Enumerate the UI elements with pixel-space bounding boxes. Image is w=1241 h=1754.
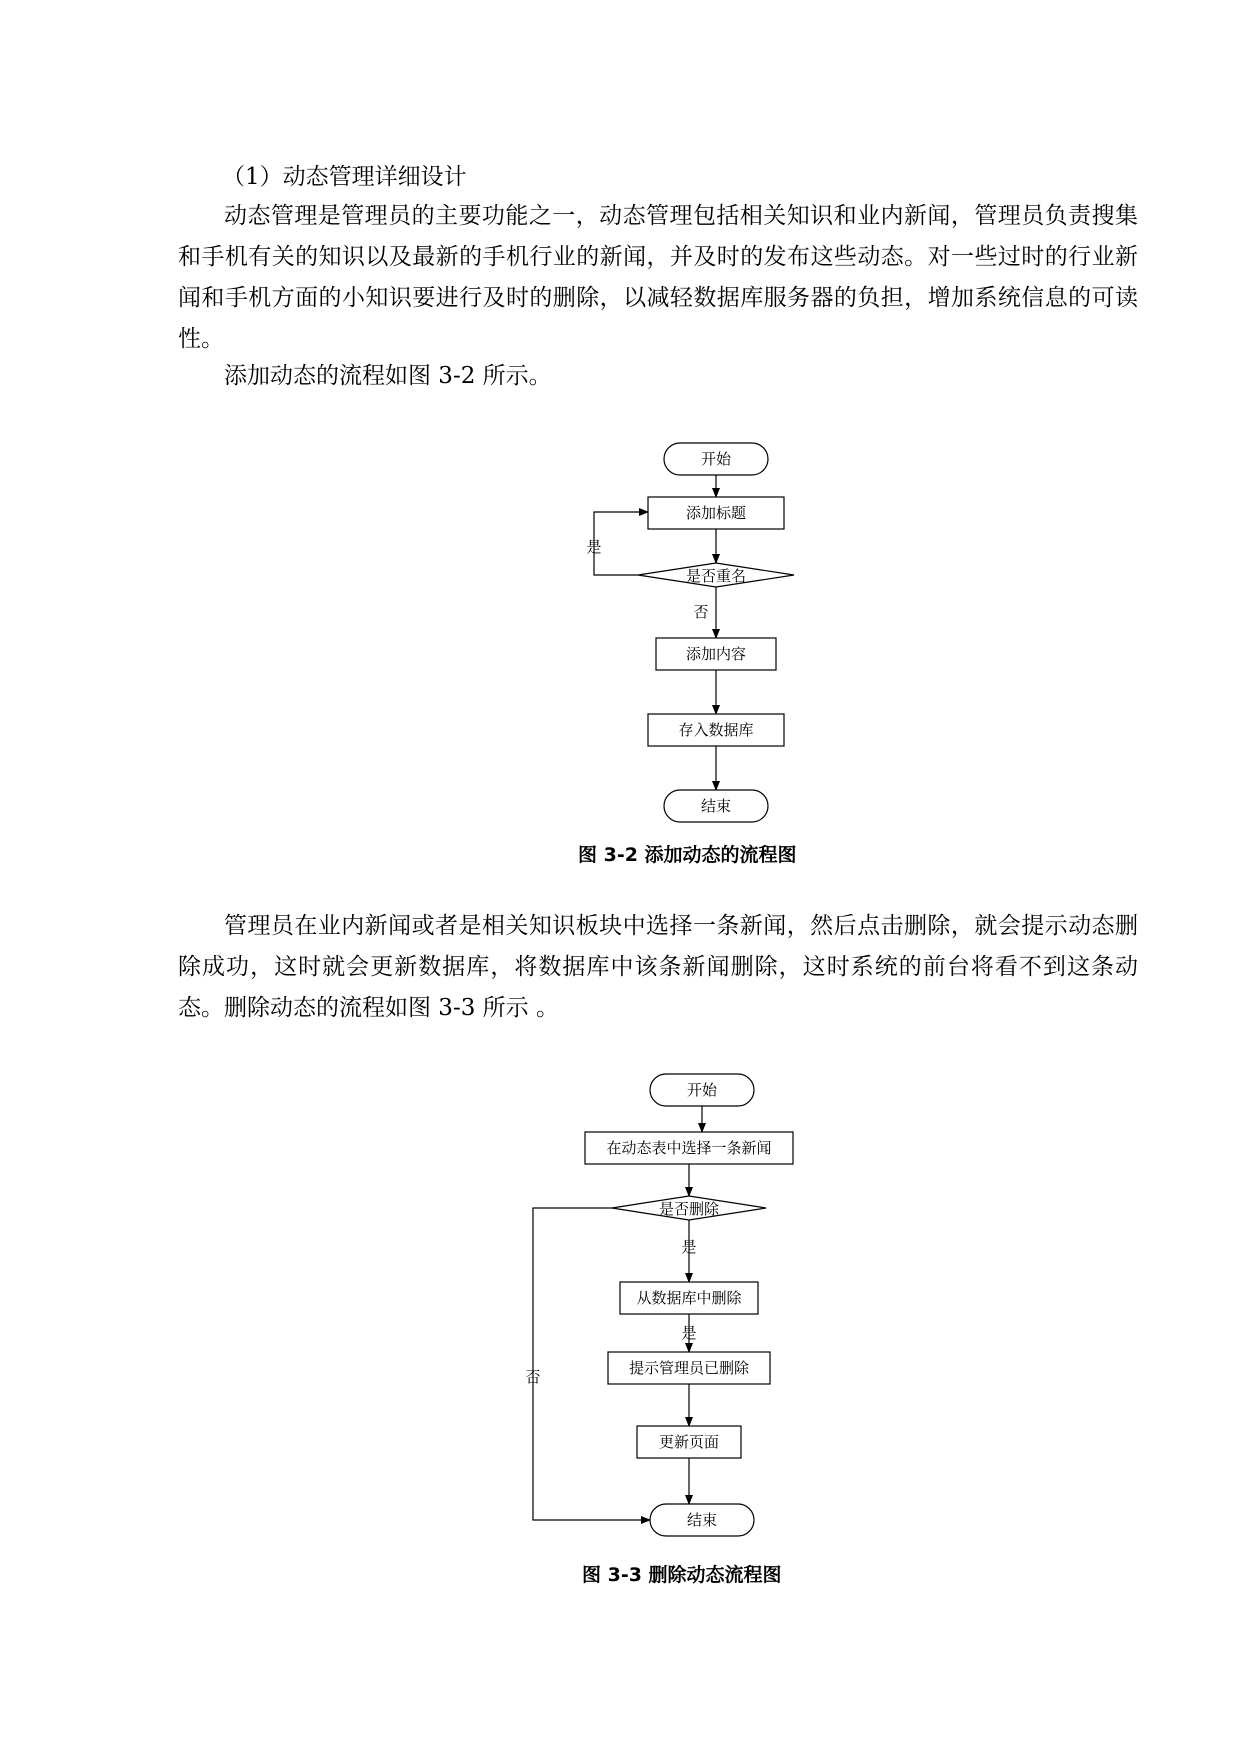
- process-add-title-label: 添加标题: [685, 504, 747, 522]
- process-refresh-page-label: 更新页面: [658, 1433, 720, 1451]
- end-label: 结束: [700, 797, 732, 815]
- start-terminal: [650, 1074, 754, 1106]
- process-add-content-label: 添加内容: [685, 645, 747, 663]
- process-save-db-label: 存入数据库: [678, 721, 754, 739]
- process-delete-db: [620, 1282, 758, 1314]
- start-label: 开始: [700, 450, 732, 468]
- paragraph-delete: 管理员在业内新闻或者是相关知识板块中选择一条新闻，然后点击删除，就会提示动态删除成功，这时就会更新数据库，将数据库中该条新闻删除，这时系统的前台将看不到这条动态。删除动态的流程如图 3-3 所示 。: [178, 913, 1138, 1021]
- yes-label: 是: [681, 1238, 697, 1256]
- yes-label: 是: [586, 538, 602, 556]
- process-notify-admin-label: 提示管理员已删除: [628, 1359, 750, 1377]
- figure-caption-3-3: 图 3-3 删除动态流程图: [582, 1564, 782, 1586]
- end-terminal: [650, 1504, 754, 1536]
- paragraph-figure-ref-1: 添加动态的流程如图 3-2 所示。: [224, 363, 552, 389]
- paragraph-intro: 动态管理是管理员的主要功能之一，动态管理包括相关知识和业内新闻，管理员负责搜集和手机有关的知识以及最新的手机行业的新闻，并及时的发布这些动态。对一些过时的行业新闻和手机方面的小知识要进行及时的删除，以减轻数据库服务器的负担，增加系统信息的可读性。: [178, 203, 1138, 352]
- process-notify-admin: [608, 1352, 770, 1384]
- no-label: 否: [525, 1368, 541, 1386]
- process-select-news: [585, 1132, 793, 1164]
- process-refresh-page: [637, 1426, 741, 1458]
- process-select-news-label: 在动态表中选择一条新闻: [606, 1139, 772, 1157]
- decision-delete: [612, 1196, 766, 1220]
- decision-delete-label: 是否删除: [658, 1200, 720, 1218]
- decision-duplicate-label: 是否重名: [685, 567, 747, 585]
- yes-label-2: 是: [681, 1324, 697, 1342]
- no-label: 否: [693, 603, 709, 621]
- section-heading: （1）动态管理详细设计: [222, 164, 467, 190]
- process-delete-db-label: 从数据库中删除: [636, 1289, 742, 1307]
- end-label: 结束: [686, 1511, 718, 1529]
- figure-caption-3-2: 图 3-2 添加动态的流程图: [578, 844, 797, 866]
- start-label: 开始: [686, 1081, 718, 1099]
